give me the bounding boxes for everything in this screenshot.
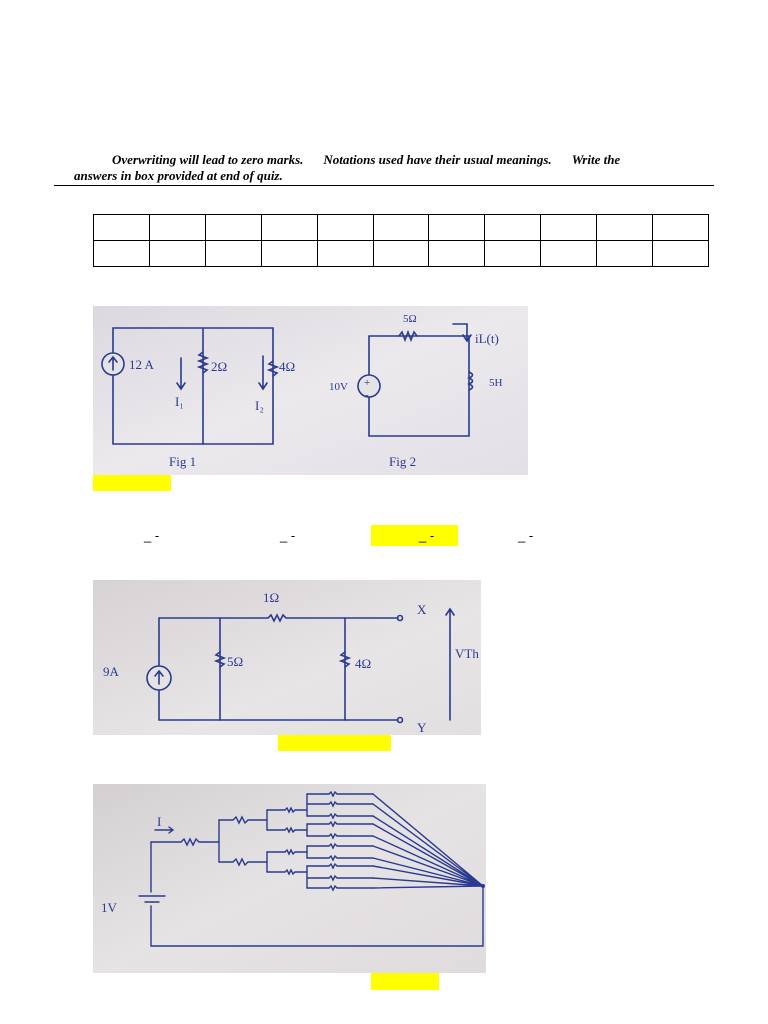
answer-cell[interactable] xyxy=(149,215,205,241)
answer-cell[interactable] xyxy=(373,241,429,267)
fig1-caption: Fig 1 xyxy=(169,454,197,469)
fig1-i2-label: I₂ xyxy=(255,398,264,413)
fig3-r2-label: 4Ω xyxy=(355,656,372,671)
option-mark: _ - xyxy=(280,528,296,543)
fig4-current-label: I xyxy=(157,814,162,829)
fig1-r2-label: 4Ω xyxy=(279,359,296,374)
answer-cell[interactable] xyxy=(205,215,261,241)
answer-cell[interactable] xyxy=(429,241,485,267)
instruction-write: Write the xyxy=(571,152,621,167)
answer-cell[interactable] xyxy=(205,241,261,267)
circuit-photo-1 xyxy=(93,306,528,475)
fig2-inductor-label: 5H xyxy=(489,377,503,389)
option-mark: _ - xyxy=(144,528,160,543)
answer-table xyxy=(93,214,709,267)
answer-cell[interactable] xyxy=(373,215,429,241)
circuit-photo-2 xyxy=(93,580,481,735)
answer-cell[interactable] xyxy=(94,215,150,241)
option-mark: _ - xyxy=(518,528,534,543)
fig2-current-label: iL(t) xyxy=(475,331,499,346)
fig2-resistor-label: 5Ω xyxy=(403,313,417,325)
answer-cell[interactable] xyxy=(541,241,597,267)
answer-cell[interactable] xyxy=(485,241,541,267)
answer-cell[interactable] xyxy=(149,241,205,267)
highlight-3 xyxy=(371,973,439,990)
svg-text:+: + xyxy=(364,377,371,389)
fig3-source-label: 9A xyxy=(103,664,119,679)
answer-cell[interactable] xyxy=(94,241,150,267)
fig1-i1-label: I₁ xyxy=(175,394,184,409)
answer-cell[interactable] xyxy=(429,215,485,241)
answer-row xyxy=(94,241,709,267)
circuit-drawing-2 xyxy=(93,580,481,735)
answer-cell[interactable] xyxy=(317,241,373,267)
answer-cell[interactable] xyxy=(653,241,709,267)
fig1-r1-label: 2Ω xyxy=(211,359,228,374)
answer-cell[interactable] xyxy=(485,215,541,241)
answer-cell[interactable] xyxy=(597,215,653,241)
answer-cell[interactable] xyxy=(261,215,317,241)
instructions-line-1 xyxy=(112,152,620,168)
circuit-photo-3 xyxy=(93,784,486,973)
fig1-source-label: 12 A xyxy=(129,357,154,372)
vth-label: VTh xyxy=(455,646,479,661)
highlight-option xyxy=(371,525,458,546)
option-mark: _ - xyxy=(419,528,435,543)
answer-row xyxy=(94,215,709,241)
answer-cell[interactable] xyxy=(261,241,317,267)
fig4-source-label: 1V xyxy=(101,900,117,915)
instruction-notations: Notations used have their usual meanings. xyxy=(323,152,552,167)
instructions-line-2: answers in box provided at end of quiz. xyxy=(74,168,283,183)
fig3-r1-label: 5Ω xyxy=(227,654,244,669)
header-rule xyxy=(54,185,714,186)
answer-cell[interactable] xyxy=(317,215,373,241)
fig3-top-resistor-label: 1Ω xyxy=(263,590,280,605)
highlight-2 xyxy=(278,735,391,751)
answer-cell[interactable] xyxy=(541,215,597,241)
circuit-drawing-3 xyxy=(93,784,486,973)
node-y-label: Y xyxy=(417,720,427,735)
instruction-overwriting: Overwriting will lead to zero marks. xyxy=(112,152,304,167)
fig2-caption: Fig 2 xyxy=(389,454,417,469)
answer-cell[interactable] xyxy=(597,241,653,267)
highlight-1 xyxy=(93,475,171,491)
node-x-label: X xyxy=(417,602,427,617)
answer-cell[interactable] xyxy=(653,215,709,241)
fig2-source-label: 10V xyxy=(329,381,348,393)
circuit-drawing-1 xyxy=(93,306,528,475)
svg-text:-: - xyxy=(365,389,369,401)
